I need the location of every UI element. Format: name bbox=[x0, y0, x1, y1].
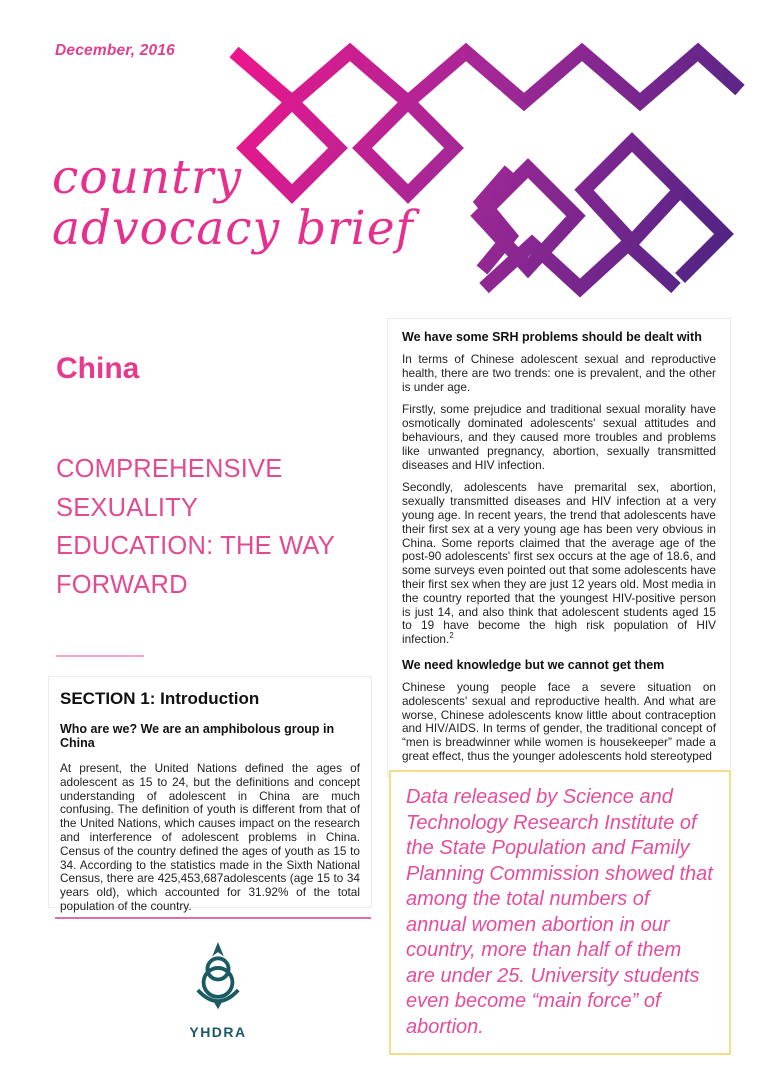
pull-quote-box bbox=[389, 770, 731, 1055]
section-body: At present, the United Nations defined the ages of adolescent as 15 to 24, but the definitions and concept understanding of adolescent in China are much confusing. The definition of youth is different from that of the United Nations, which causes impact on the research and interference of adolescent problems in China. Census of the country defined the ages of youth as 15 to 34. According to the statistics made in the Sixth National Census, there are 425,453,687adolescents (age 15 to 34 years old), which accounted for 31.92% of the total population of the country. bbox=[60, 761, 360, 913]
issue-date: December, 2016 bbox=[55, 42, 175, 59]
srh-para-3-text: Secondly, adolescents have premarital sex, abortion, sexually transmitted diseases and HIV infection at a very young age. In recent years, the trend that adolescents have their first sex at a very young age has been very obvious in China. Some reports claimed that the average age of the post-90 adolescents' first sex occurs at the age of 18.6, and some surveys even pointed out that some adolescents have their first sex when they are just 12 years old. Most media in the country reported that the youngest HIV-positive person is just 14, and also think that adolescent students aged 15 to 19 have become the high risk population of HIV infection. bbox=[402, 480, 716, 647]
publication-title bbox=[52, 152, 414, 254]
knowledge-heading: We need knowledge but we cannot get them bbox=[402, 657, 665, 672]
knowledge-para: Chinese young people face a severe situation on adolescents' sexual and reproductive health. And what are worse, Chinese adolescents know little about contraception and HIV/AIDS. In terms of gender, the traditional concept of “men is breadwinner while women is housekeeper” made a great effect, thus the younger adolescents hold stereotyped bbox=[402, 679, 716, 763]
publication-title-line2: advocacy brief bbox=[52, 201, 414, 256]
section-heading: SECTION 1: Introduction bbox=[60, 689, 260, 708]
brief-title: COMPREHENSIVE SEXUALITY EDUCATION: THE WAY FORWARD bbox=[56, 455, 335, 599]
short-divider-line bbox=[56, 655, 144, 657]
section-1-box bbox=[48, 676, 372, 913]
srh-para-2: Firstly, some prejudice and traditional sexual morality have osmotically dominated adolescents' sexual attitudes and behaviours, and they caused more troubles and problems like unwanted pregnancy, abortion, sexually transmitted diseases and HIV infection. bbox=[402, 402, 716, 472]
pull-quote-text: Data released by Science and Technology Research Institute of the State Population and Family Planning Commission showed that among the total numbers of annual women abortion in our country, more than half of them are under 25. University students even become “main force” of abortion. bbox=[406, 786, 713, 1038]
publication-title-line1: country bbox=[52, 150, 243, 205]
country-heading: China bbox=[56, 352, 140, 385]
srh-para-1: In terms of Chinese adolescent sexual and reproductive health, there are two trends: one is prevalent, and the other is under age. bbox=[402, 352, 716, 394]
yhdra-emblem-icon bbox=[189, 942, 247, 1017]
srh-problems-box bbox=[387, 318, 731, 777]
section-subheading: Who are we? We are an amphibolous group in China bbox=[60, 722, 335, 750]
long-divider-line bbox=[55, 917, 371, 919]
srh-heading: We have some SRH problems should be dealt with bbox=[402, 330, 702, 344]
yhdra-logo bbox=[168, 942, 268, 1040]
yhdra-caption: YHDRA bbox=[189, 1024, 247, 1040]
footnote-marker: 2 bbox=[449, 631, 454, 641]
srh-para-3 bbox=[402, 481, 716, 647]
